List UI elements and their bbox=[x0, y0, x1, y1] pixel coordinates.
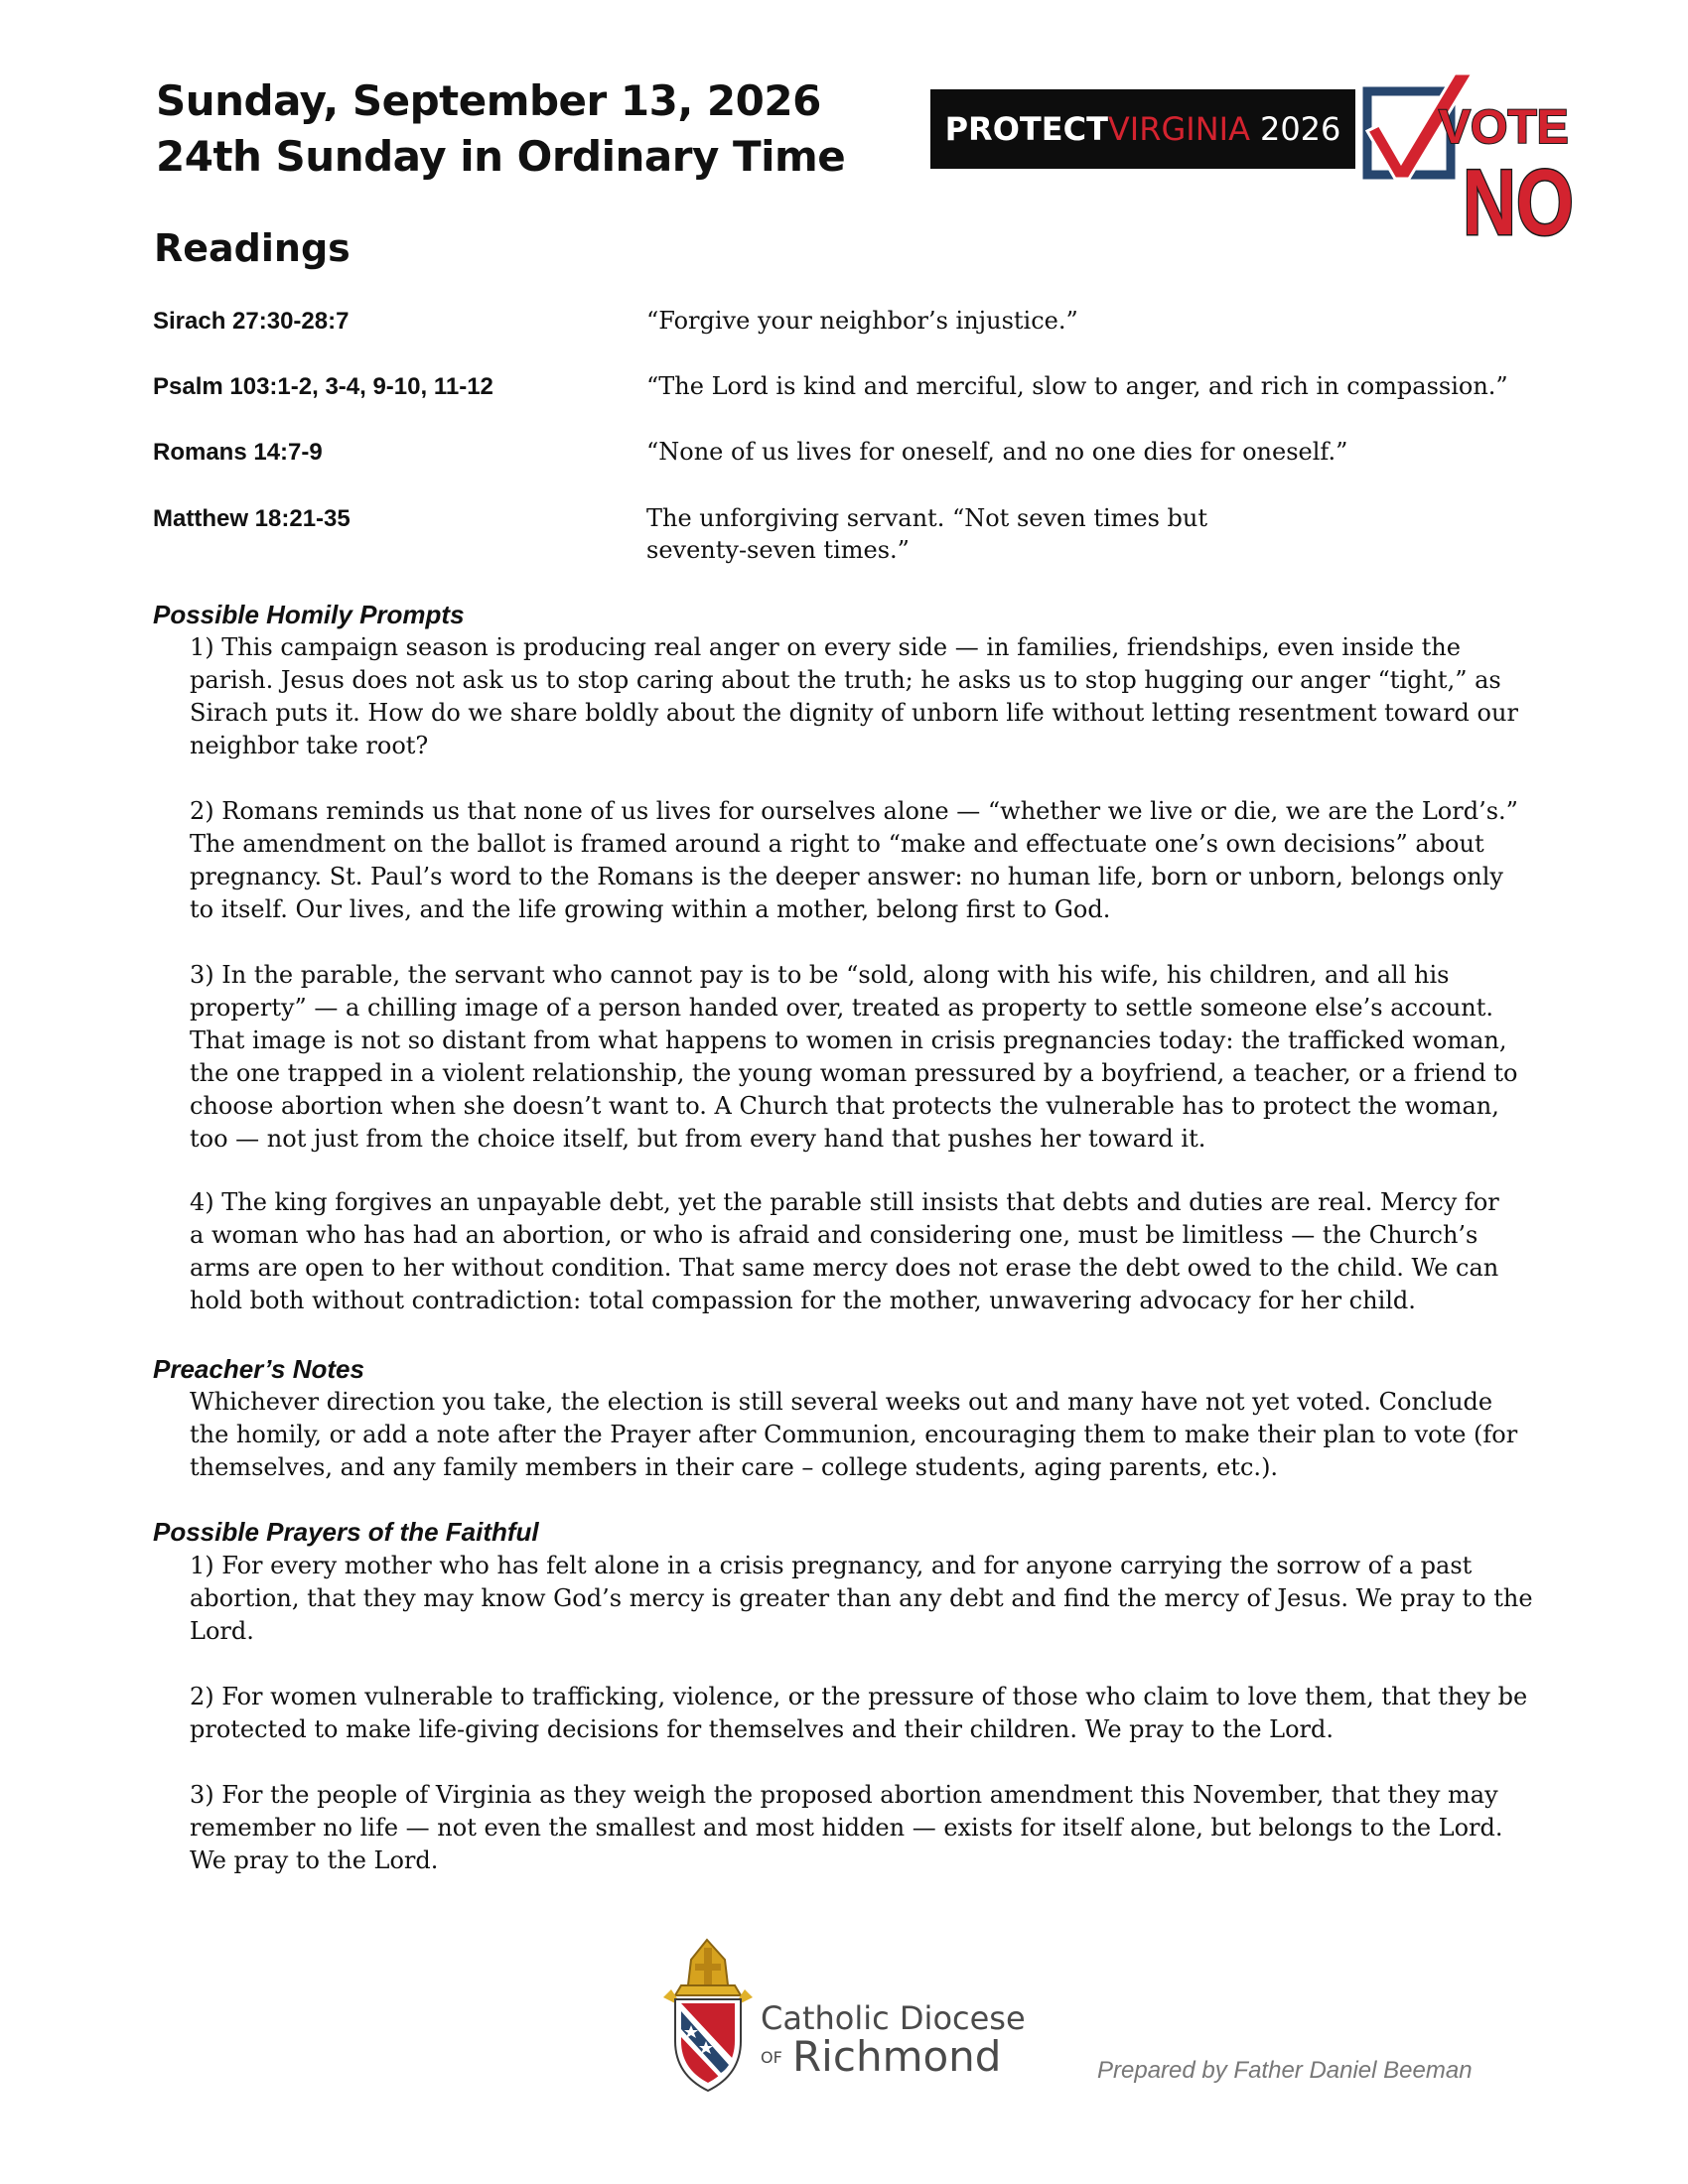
mitre-crest-icon bbox=[663, 1940, 753, 2091]
text-line: the one trapped in a violent relationship, the young woman pressured by a boyfriend, a teacher, or a friend to bbox=[190, 1059, 1518, 1087]
text-line: too — not just from the choice itself, but from every hand that pushes her toward it. bbox=[190, 1125, 1206, 1153]
text-line: a woman who has had an abortion, or who is afraid and considering one, must be limitless — the Church’s bbox=[190, 1221, 1478, 1249]
reading-quote bbox=[646, 370, 1508, 402]
reading-quote-line: seventy-seven times.” bbox=[646, 536, 910, 564]
preachers-notes-body bbox=[190, 1386, 1560, 1484]
text-line: the homily, or add a note after the Prayer after Communion, encouraging them to make their plan to vote (for bbox=[190, 1421, 1518, 1448]
prayer-intention bbox=[190, 1550, 1560, 1648]
date-line: Sunday, September 13, 2026 bbox=[156, 76, 821, 125]
text-line: 3) In the parable, the servant who cannot pay is to be “sold, along with his wife, his children, and all his bbox=[190, 961, 1450, 989]
reading-quote-line: “Forgive your neighbor’s injustice.” bbox=[646, 307, 1078, 335]
diocese-line1: Catholic Diocese bbox=[761, 1999, 1026, 2037]
homily-prompts-title: Possible Homily Prompts bbox=[153, 600, 465, 629]
homily-prompt bbox=[190, 795, 1560, 926]
text-line: Lord. bbox=[190, 1617, 254, 1645]
logo-text-vote: VOTE bbox=[1439, 101, 1569, 154]
reading-quote-line: “The Lord is kind and merciful, slow to anger, and rich in compassion.” bbox=[646, 372, 1508, 400]
text-line: That image is not so distant from what happens to women in crisis pregnancies today: the trafficked woman, bbox=[190, 1026, 1507, 1054]
prepared-by-credit: Prepared by Father Daniel Beeman bbox=[1097, 2057, 1473, 2084]
prayer-intention bbox=[190, 1779, 1560, 1877]
protect-virginia-banner bbox=[930, 89, 1355, 169]
reading-quote bbox=[646, 305, 1262, 337]
prayer-intention bbox=[190, 1681, 1560, 1746]
logo-text-no: NO bbox=[1463, 150, 1574, 254]
page-header bbox=[156, 73, 891, 185]
text-line: 3) For the people of Virginia as they weigh the proposed abortion amendment this November, that they may bbox=[190, 1781, 1498, 1809]
homily-prompt bbox=[190, 959, 1560, 1156]
banner-year: 2026 bbox=[1259, 110, 1341, 148]
text-line: hold both without contradiction: total compassion for the mother, unwavering advocacy for her child. bbox=[190, 1287, 1416, 1314]
text-line: parish. Jesus does not ask us to stop caring about the truth; he asks us to stop hugging our anger “tight,” as bbox=[190, 666, 1501, 694]
diocese-line2: Richmond bbox=[792, 2032, 1002, 2081]
reading-reference: Romans 14:7-9 bbox=[153, 439, 323, 466]
text-line: neighbor take root? bbox=[190, 732, 429, 759]
text-line: to itself. Our lives, and the life growing within a mother, belong first to God. bbox=[190, 895, 1111, 923]
banner-word-protect: PROTECT bbox=[944, 110, 1108, 148]
reading-quote bbox=[646, 502, 1262, 566]
text-line: The amendment on the ballot is framed around a right to “make and effectuate one’s own decisions” about bbox=[190, 830, 1484, 858]
text-line: property” — a chilling image of a person handed over, treated as property to settle someone else’s account. bbox=[190, 994, 1494, 1022]
reading-reference: Psalm 103:1-2, 3-4, 9-10, 11-12 bbox=[153, 373, 493, 400]
text-line: We pray to the Lord. bbox=[190, 1846, 439, 1874]
readings-heading: Readings bbox=[154, 226, 351, 270]
text-line: remember no life — not even the smallest and most hidden — exists for itself alone, but belongs to the Lord. bbox=[190, 1814, 1503, 1842]
reading-reference: Matthew 18:21-35 bbox=[153, 505, 351, 532]
homily-prompt bbox=[190, 631, 1560, 762]
occasion-line: 24th Sunday in Ordinary Time bbox=[156, 132, 846, 181]
text-line: 2) For women vulnerable to trafficking, violence, or the pressure of those who claim to love them, that they be bbox=[190, 1683, 1528, 1710]
homily-prompt bbox=[190, 1186, 1560, 1317]
text-line: abortion, that they may know God’s mercy is greater than any debt and find the mercy of Jesus. We pray to the bbox=[190, 1584, 1533, 1612]
vote-no-logo bbox=[1363, 68, 1577, 254]
text-line: protected to make life-giving decisions for themselves and their children. We pray to the Lord. bbox=[190, 1715, 1334, 1743]
text-line: 4) The king forgives an unpayable debt, yet the parable still insists that debts and duties are real. Mercy for bbox=[190, 1188, 1499, 1216]
prayers-of-faithful-title: Possible Prayers of the Faithful bbox=[153, 1517, 539, 1547]
text-line: 1) This campaign season is producing real anger on every side — in families, friendships, even inside the bbox=[190, 633, 1461, 661]
text-line: choose abortion when she doesn’t want to. A Church that protects the vulnerable has to protect the woman, bbox=[190, 1092, 1499, 1120]
preachers-notes-title: Preacher’s Notes bbox=[153, 1354, 364, 1384]
reading-quote-line: The unforgiving servant. “Not seven times but bbox=[646, 504, 1208, 532]
reading-reference: Sirach 27:30-28:7 bbox=[153, 308, 350, 335]
text-line: arms are open to her without condition. That same mercy does not erase the debt owed to the child. We can bbox=[190, 1254, 1499, 1282]
diocese-of-richmond-logo bbox=[651, 1938, 1058, 2097]
text-line: 2) Romans reminds us that none of us lives for ourselves alone — “whether we live or die, we are the Lord’s.” bbox=[190, 797, 1518, 825]
text-line: Whichever direction you take, the election is still several weeks out and many have not yet voted. Conclude bbox=[190, 1388, 1493, 1416]
text-line: 1) For every mother who has felt alone in a crisis pregnancy, and for anyone carrying the sorrow of a past bbox=[190, 1552, 1473, 1579]
text-line: pregnancy. St. Paul’s word to the Romans is the deeper answer: no human life, born or unborn, belongs only bbox=[190, 863, 1503, 890]
text-line: themselves, and any family members in their care – college students, aging parents, etc.). bbox=[190, 1453, 1279, 1481]
reading-quote-line: “None of us lives for oneself, and no one dies for oneself.” bbox=[646, 438, 1348, 466]
diocese-of: OF bbox=[761, 2048, 782, 2067]
text-line: Sirach puts it. How do we share boldly about the dignity of unborn life without letting resentment toward our bbox=[190, 699, 1518, 727]
banner-word-virginia: VIRGINIA bbox=[1107, 110, 1250, 148]
reading-quote bbox=[646, 436, 1348, 468]
